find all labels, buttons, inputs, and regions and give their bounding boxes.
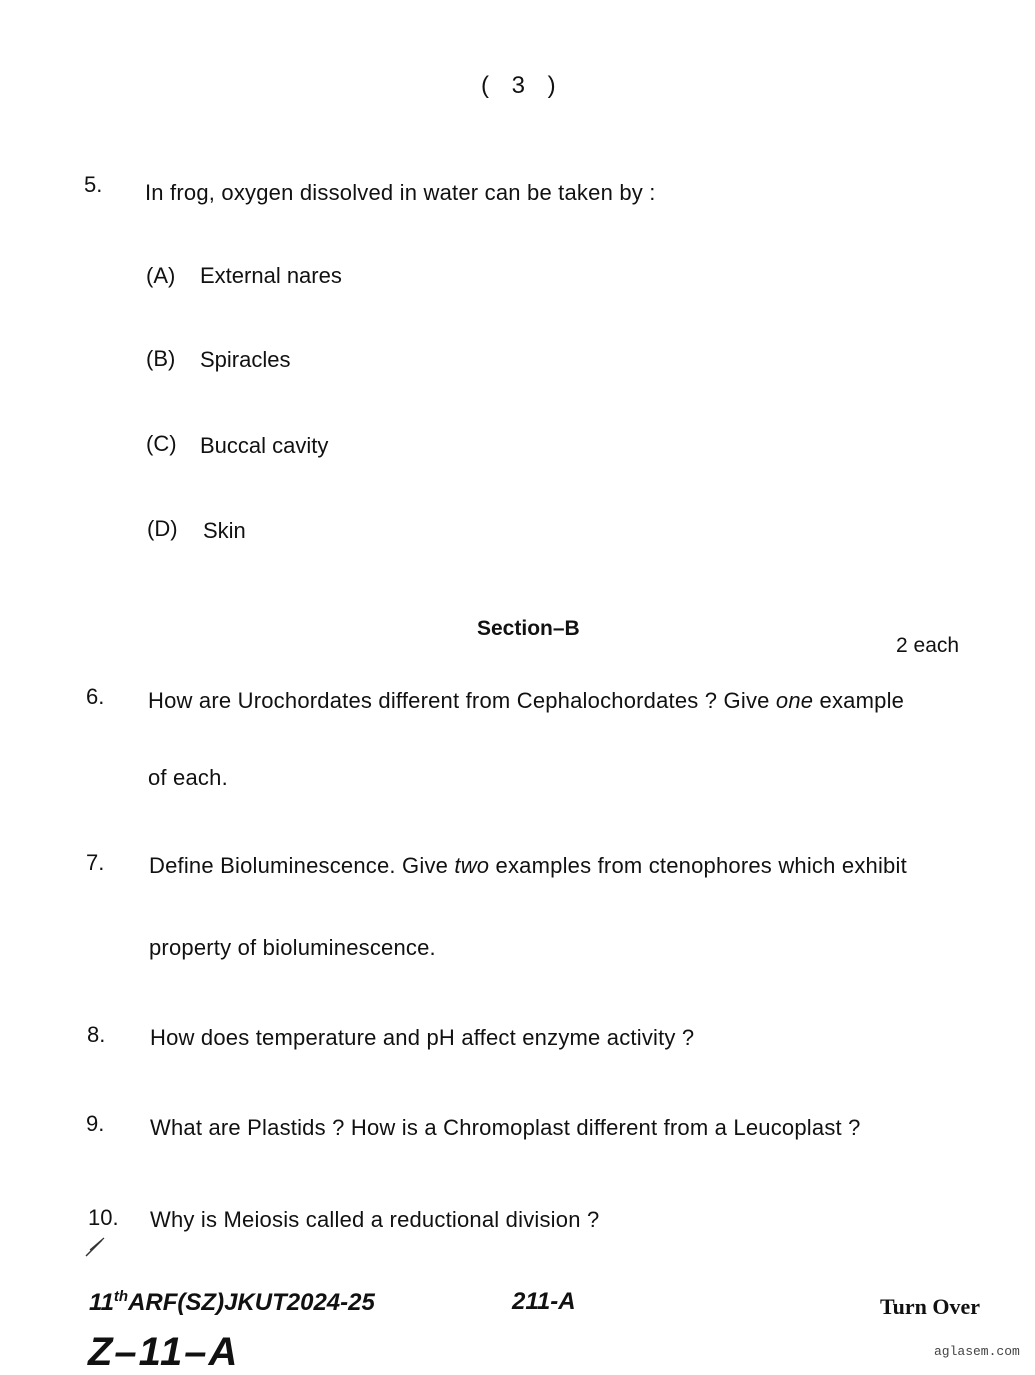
- question-text: In frog, oxygen dissolved in water can be taken by :: [145, 180, 656, 205]
- question-number: 9.: [86, 1111, 105, 1136]
- section-marks: 2 each: [896, 634, 960, 657]
- question-text: Why is Meiosis called a reductional division ?: [150, 1207, 600, 1232]
- exam-code-rest: ARF(SZ)JKUT2024-25: [128, 1289, 375, 1316]
- watermark: aglasem.com: [934, 1344, 1020, 1359]
- question-text: How does temperature and pH affect enzyme activity ?: [150, 1025, 695, 1050]
- option-label: (D): [147, 516, 178, 541]
- pen-mark-icon: [84, 1236, 106, 1258]
- question-text-continued: of each.: [148, 765, 228, 790]
- question-text-part: How are Urochordates different from Cephalochordates ? Give: [148, 688, 776, 713]
- question-text-part: example: [813, 688, 905, 713]
- question-number: 7.: [86, 850, 105, 875]
- exam-code: [89, 1288, 375, 1317]
- question-number: 6.: [86, 684, 105, 709]
- question-text-part: Define Bioluminescence. Give: [149, 853, 455, 878]
- option-text: Skin: [203, 518, 246, 543]
- question-text-emphasis: one: [775, 688, 814, 713]
- exam-code-prefix: 11: [89, 1289, 114, 1316]
- question-text: [148, 688, 904, 714]
- exam-code-superscript: th: [113, 1288, 129, 1305]
- page-number: ( 3 ): [481, 72, 564, 99]
- option-label: (A): [146, 263, 176, 288]
- question-text-continued: property of bioluminescence.: [149, 935, 436, 960]
- turn-over-label: Turn Over: [880, 1294, 981, 1319]
- option-text: Spiracles: [200, 347, 291, 372]
- question-number: 10.: [88, 1205, 119, 1230]
- question-text-emphasis: two: [454, 853, 490, 878]
- question-text: [149, 853, 907, 879]
- set-code: Z–11–A: [88, 1330, 240, 1374]
- paper-code: 211-A: [512, 1288, 576, 1315]
- question-text-part: examples from ctenophores which exhibit: [489, 853, 907, 878]
- option-text: Buccal cavity: [200, 433, 329, 458]
- section-title: Section–B: [477, 617, 580, 640]
- question-number: 8.: [87, 1022, 106, 1047]
- question-text: What are Plastids ? How is a Chromoplast different from a Leucoplast ?: [150, 1115, 861, 1140]
- question-number: 5.: [84, 172, 103, 197]
- option-label: (C): [146, 431, 177, 456]
- option-text: External nares: [200, 263, 342, 288]
- option-label: (B): [146, 346, 176, 371]
